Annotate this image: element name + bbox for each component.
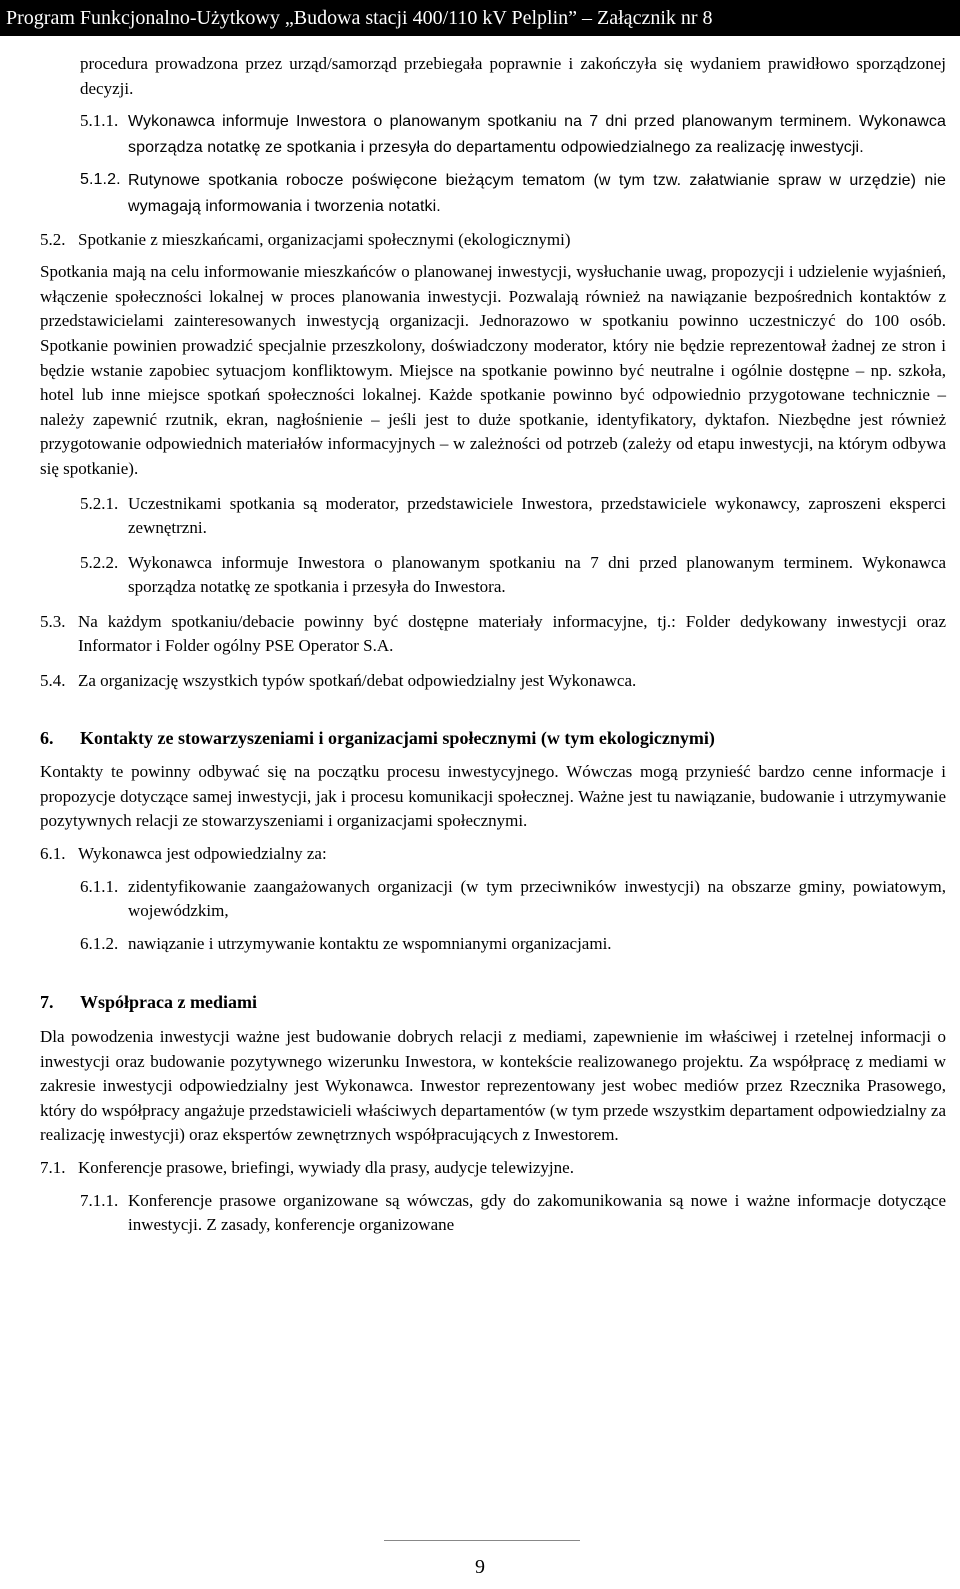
section-7-heading bbox=[40, 990, 946, 1015]
item-number: 5.4. bbox=[40, 671, 66, 691]
item-number: 5.1.2. bbox=[80, 171, 121, 189]
section-6-heading bbox=[40, 726, 946, 751]
item-5-3 bbox=[40, 610, 946, 659]
item-5-2-1 bbox=[80, 492, 946, 541]
page-header: Program Funkcjonalno-Użytkowy „Budowa stacji 400/110 kV Pelplin” – Załącznik nr 8 bbox=[0, 0, 960, 36]
item-5-1-1 bbox=[80, 109, 946, 160]
item-text: Wykonawca informuje Inwestora o planowanym spotkaniu na 7 dni przed planowanym terminem. Wykonawca sporządza notatkę ze spotkania i przesyła do Inwestora. bbox=[128, 552, 946, 597]
document-body bbox=[40, 52, 946, 1238]
item-number: 5.1.1. bbox=[80, 111, 119, 131]
item-number: 6.1. bbox=[40, 844, 66, 864]
section-title: Kontakty ze stowarzyszeniami i organizacjami społecznymi (w tym ekologicznymi) bbox=[80, 727, 715, 748]
section-number: 7. bbox=[40, 992, 54, 1013]
item-text: Na każdym spotkaniu/debacie powinny być dostępne materiały informacyjne, tj.: Folder dedykowany inwestycji oraz Informator i Folder ogólny PSE Operator S.A. bbox=[78, 611, 946, 656]
item-text: Wykonawca informuje Inwestora o planowanym spotkaniu na 7 dni przed planowanym terminem. Wykonawca sporządza notatkę ze spotkania i przesyła do departamentu odpowiedzialnego za realizację inwestycji. bbox=[128, 113, 946, 156]
item-text: Rutynowe spotkania robocze poświęcone bieżącym tematom (w tym tzw. załatwianie spraw w urzędzie) nie wymagają informowania i tworzenia notatki. bbox=[128, 172, 946, 215]
item-text: zidentyfikowanie zaangażowanych organizacji (w tym przeciwników inwestycji) na obszarze gminy, powiatowym, wojewódzkim, bbox=[128, 876, 946, 921]
section-7-intro: Dla powodzenia inwestycji ważne jest budowanie dobrych relacji z mediami, zapewnienie im właściwej i rzetelnej informacji o inwestycji oraz budowanie pozytywnego wizerunku Inwestora, w kontekście realizowanego projektu. Za współpracę z mediami w zakresie inwestycji odpowiedzialny jest Wykonawca. Inwestor reprezentowany jest wobec mediów przez Rzecznika Prasowego, który do współpracy angażuje przedstawicieli właściwych departamentów (w tym przede wszystkim departament odpowiedzialny za realizację inwestycji) oraz ekspertów zewnętrznych współpracujących z Inwestorem. bbox=[40, 1027, 946, 1145]
item-5-4 bbox=[40, 669, 946, 694]
item-number: 7.1.1. bbox=[80, 1190, 119, 1210]
paragraph-5-2-body: Spotkania mają na celu informowanie mieszkańców o planowanej inwestycji, wysłuchanie uwag, propozycji i udzielenie wyjaśnień, włączenie społeczności lokalnej w proces planowania inwestycji. Pozwalają również na nawiązanie bezpośrednich kontaktów z przedstawicielami zainteresowanych inwestycją organizacji. Jednorazowo w spotkaniu powinno uczestniczyć do 100 osób. Spotkanie powinien prowadzić specjalnie przeszkolony, doświadczony moderator, który nie będzie reprezentował żadnej ze stron i będzie wstanie zapobiec sytuacjom konfliktowym. Miejsce na spotkanie powinno być neutralne i ogólnie dostępne – np. szkoła, hotel lub inne miejsce spotkań społeczności lokalnej. Każde spotkanie powinno być odpowiednio przygotowane technicznie – należy zapewnić rzutnik, ekran, nagłośnienie – jeśli jest to duże spotkanie, identyfikatory, dyktafon. Niezbędne jest również przygotowanie odpowiednich materiałów informacyjnych – w zależności od potrzeb (zależy od etapu inwestycji, na którym odbywa się spotkanie). bbox=[40, 262, 946, 478]
item-7-1-1 bbox=[80, 1189, 946, 1238]
item-number: 5.2.2. bbox=[80, 552, 119, 572]
item-number: 7.1. bbox=[40, 1157, 66, 1177]
page-number: 9 bbox=[475, 1556, 485, 1578]
section-6-intro: Kontakty te powinny odbywać się na początku procesu inwestycyjnego. Wówczas mogą przynieść bardzo cenne informacje i propozycje dotyczące samej inwestycji, jak i procesu komunikacji społecznej. Ważne jest tu nawiązanie, budowanie i utrzymywanie pozytywnych relacji ze stowarzyszeniami i organizacjami społecznymi. bbox=[40, 762, 946, 831]
item-number: 5.3. bbox=[40, 611, 66, 631]
item-6-1 bbox=[40, 842, 946, 867]
section-title: Współpraca z mediami bbox=[80, 992, 257, 1013]
item-number: 6.1.2. bbox=[80, 933, 119, 953]
paragraph-continuation: procedura prowadzona przez urząd/samorząd przebiegała poprawnie i zakończyła się wydaniem prawidłowo sporządzonej decyzji. bbox=[80, 54, 946, 98]
item-6-1-2 bbox=[80, 932, 946, 957]
item-number: 6.1.1. bbox=[80, 876, 119, 896]
item-6-1-1 bbox=[80, 875, 946, 924]
item-5-2 bbox=[40, 228, 946, 253]
item-text: Uczestnikami spotkania są moderator, przedstawiciele Inwestora, przedstawiciele wykonawcy, zaproszeni eksperci zewnętrzni. bbox=[128, 493, 946, 538]
footer-divider bbox=[384, 1540, 580, 1541]
item-5-2-2 bbox=[80, 551, 946, 600]
item-number: 5.2. bbox=[40, 229, 66, 249]
item-text: Konferencje prasowe organizowane są wówczas, gdy do zakomunikowania są nowe i ważne informacje dotyczące inwestycji. Z zasady, konferencje organizowane bbox=[128, 1190, 946, 1235]
item-text: nawiązanie i utrzymywanie kontaktu ze wspomnianymi organizacjami. bbox=[128, 933, 612, 953]
section-number: 6. bbox=[40, 727, 54, 748]
item-text: Spotkanie z mieszkańcami, organizacjami społecznymi (ekologicznymi) bbox=[78, 229, 571, 249]
item-number: 5.2.1. bbox=[80, 493, 119, 513]
item-7-1 bbox=[40, 1156, 946, 1181]
item-text: Wykonawca jest odpowiedzialny za: bbox=[78, 844, 327, 864]
item-text: Konferencje prasowe, briefingi, wywiady dla prasy, audycje telewizyjne. bbox=[78, 1157, 574, 1177]
item-text: Za organizację wszystkich typów spotkań/debat odpowiedzialny jest Wykonawca. bbox=[78, 671, 637, 691]
item-5-1-2 bbox=[80, 168, 946, 219]
